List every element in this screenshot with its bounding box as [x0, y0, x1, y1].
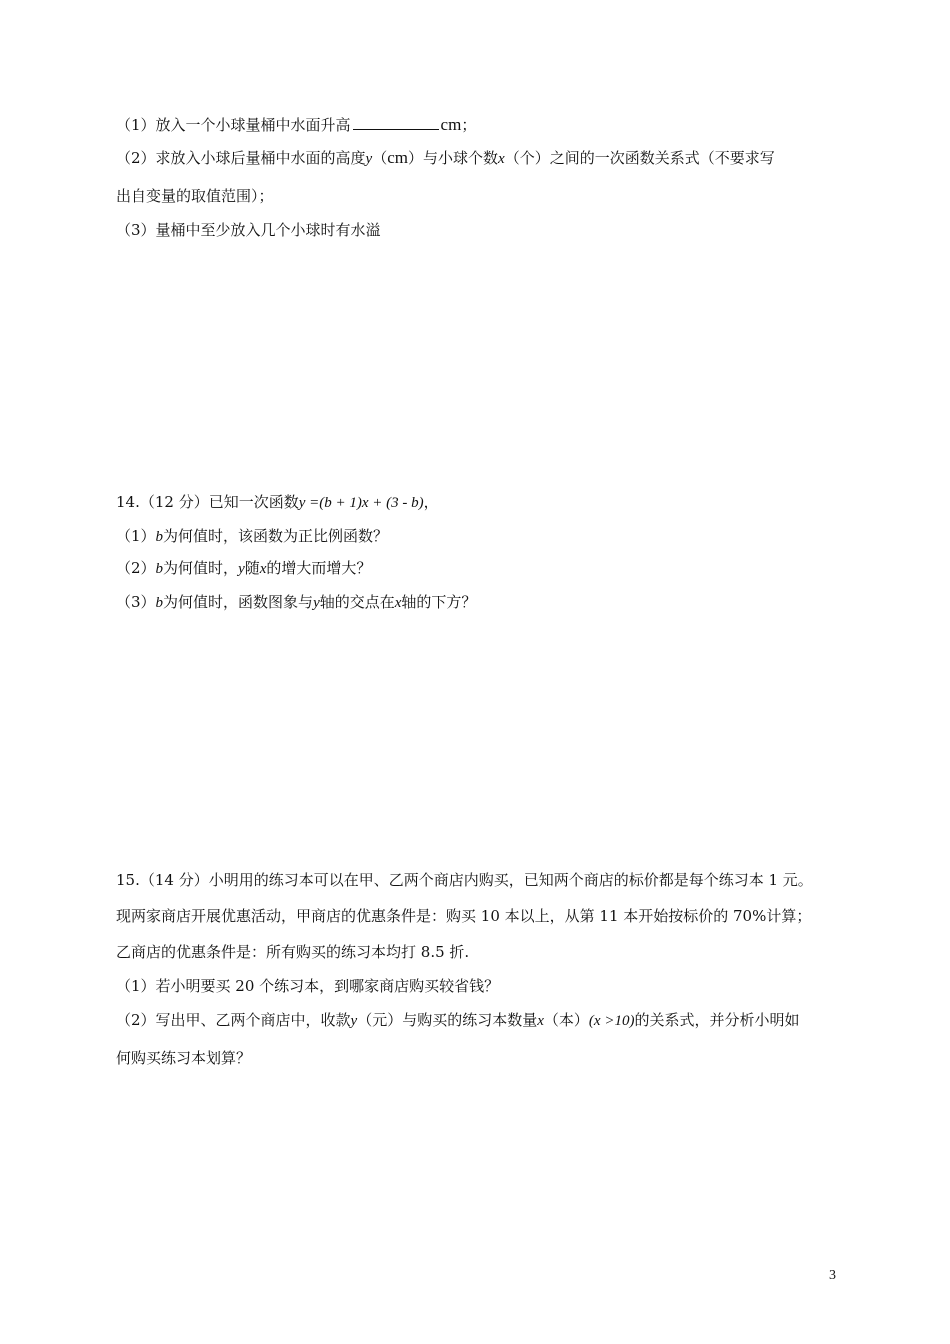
q14-part2-text: 为何值时，: [163, 559, 239, 577]
q14-part2-num: （2）: [116, 559, 156, 577]
q15-part2-text-c: （本）: [543, 1011, 589, 1029]
q13-part1-end: ；: [461, 116, 477, 134]
q15-part2-text: （2）写出甲、乙两个商店中，收款: [116, 1011, 351, 1029]
q14-part2: [116, 558, 371, 579]
q14-heading-end: ，: [423, 493, 439, 511]
q13-part2-text-c: （个）之间的一次函数关系式（不要求写: [504, 149, 775, 167]
var-b: b: [155, 561, 164, 577]
var-x: x: [537, 1013, 544, 1029]
q13-part1-text: （1）放入一个小球量桶中水面升高: [116, 116, 351, 134]
q14-part2-text-c: 的增大而增大？: [266, 559, 372, 577]
q15-part2-text-d: 的关系式，并分析小明如: [634, 1011, 800, 1029]
q15-part2-continued: 何购买练习本划算？: [116, 1049, 252, 1067]
q15-part2: [116, 1010, 799, 1031]
q14-part1-text: 为何值时，该函数为正比例函数？: [163, 527, 389, 545]
q14-part3-num: （3）: [116, 593, 156, 611]
unit-cm: cm: [440, 115, 462, 134]
q15-condition: (x >10): [588, 1013, 635, 1029]
var-b: b: [155, 529, 164, 545]
q14-part1: [116, 526, 388, 547]
answer-blank: [353, 114, 439, 130]
var-y: y: [313, 595, 320, 611]
q15-part2-text-b: （元）与购买的练习本数量: [357, 1011, 538, 1029]
q13-part1: [116, 114, 476, 135]
q13-part2-continued: 出自变量的取值范围）；: [116, 187, 274, 205]
q14-part1-num: （1）: [116, 527, 156, 545]
var-x: x: [394, 595, 402, 611]
var-y: y: [365, 151, 373, 167]
q14-heading-text: 14.（12 分）已知一次函数: [116, 493, 299, 511]
q14-formula: y =(b + 1)x + (3 - b): [298, 495, 424, 511]
var-b: b: [155, 595, 164, 611]
q13-part2-text: （2）求放入小球后量桶中水面的高度: [116, 149, 366, 167]
q15-line3: 乙商店的优惠条件是：所有购买的练习本均打 8.5 折.: [116, 943, 470, 961]
q13-part2-text-b: ）与小球个数: [408, 149, 499, 167]
q14-heading: [116, 492, 439, 513]
q15-line2: 现两家商店开展优惠活动，甲商店的优惠条件是：购买 10 本以上，从第 11 本开始按标价的 70%计算；: [116, 907, 812, 925]
q15-line1: 15.（14 分）小明用的练习本可以在甲、乙两个商店内购买，已知两个商店的标价都是每个练习本 1 元。: [116, 871, 813, 889]
q14-part3-text-c: 轴的下方？: [401, 593, 477, 611]
q15-part1: （1）若小明要买 20 个练习本，到哪家商店购买较省钱？: [116, 977, 500, 995]
unit-cm: cm: [387, 148, 409, 167]
q14-part2-text-b: 随: [244, 559, 260, 577]
q13-part3: （3）量桶中至少放入几个小球时有水溢: [116, 221, 381, 239]
q14-part3: [116, 592, 476, 613]
page-number: 3: [829, 1268, 836, 1283]
var-x: x: [259, 561, 267, 577]
q13-part2-paren: （: [372, 149, 388, 167]
var-x: x: [498, 151, 505, 167]
var-y: y: [238, 561, 245, 577]
q14-part3-text-b: 轴的交点在: [319, 593, 395, 611]
q14-part3-text: 为何值时，函数图象与: [163, 593, 314, 611]
q13-part2: [116, 148, 775, 169]
var-y: y: [350, 1013, 358, 1029]
